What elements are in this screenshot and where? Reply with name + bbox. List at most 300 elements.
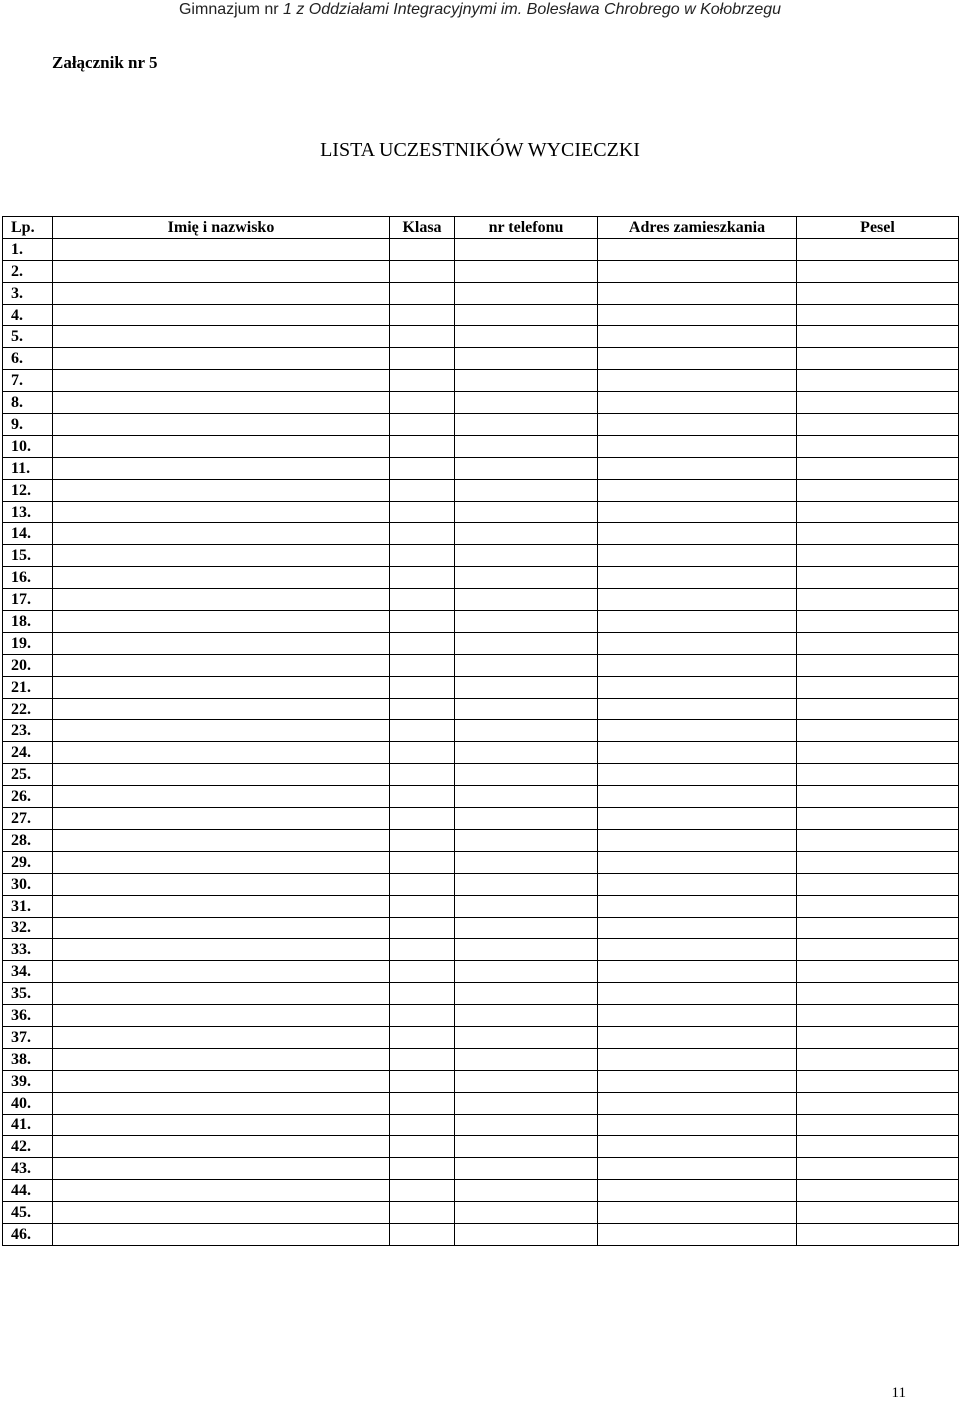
row-number: 17. (3, 589, 53, 611)
address-cell[interactable] (598, 873, 797, 895)
table-row (3, 829, 959, 851)
participants-table (2, 216, 959, 1246)
address-cell[interactable] (598, 983, 797, 1005)
address-cell[interactable] (598, 501, 797, 523)
class-cell[interactable] (390, 1158, 455, 1180)
pesel-cell[interactable] (797, 501, 959, 523)
name-cell[interactable] (53, 939, 390, 961)
name-cell[interactable] (53, 348, 390, 370)
phone-cell[interactable] (455, 1180, 598, 1202)
address-cell[interactable] (598, 414, 797, 436)
class-cell[interactable] (390, 370, 455, 392)
class-cell[interactable] (390, 873, 455, 895)
row-number: 39. (3, 1070, 53, 1092)
pesel-cell[interactable] (797, 611, 959, 633)
address-cell[interactable] (598, 260, 797, 282)
phone-cell[interactable] (455, 348, 598, 370)
pesel-cell[interactable] (797, 348, 959, 370)
address-cell[interactable] (598, 632, 797, 654)
pesel-cell[interactable] (797, 1202, 959, 1224)
class-cell[interactable] (390, 632, 455, 654)
address-cell[interactable] (598, 1180, 797, 1202)
phone-cell[interactable] (455, 392, 598, 414)
pesel-cell[interactable] (797, 851, 959, 873)
pesel-cell[interactable] (797, 720, 959, 742)
name-cell[interactable] (53, 829, 390, 851)
class-cell[interactable] (390, 742, 455, 764)
phone-cell[interactable] (455, 1114, 598, 1136)
name-cell[interactable] (53, 764, 390, 786)
name-cell[interactable] (53, 1223, 390, 1245)
name-cell[interactable] (53, 1092, 390, 1114)
pesel-cell[interactable] (797, 567, 959, 589)
name-cell[interactable] (53, 851, 390, 873)
phone-cell[interactable] (455, 1223, 598, 1245)
pesel-cell[interactable] (797, 1005, 959, 1027)
class-cell[interactable] (390, 1026, 455, 1048)
row-number: 33. (3, 939, 53, 961)
phone-cell[interactable] (455, 742, 598, 764)
phone-cell[interactable] (455, 1092, 598, 1114)
phone-cell[interactable] (455, 676, 598, 698)
table-row (3, 260, 959, 282)
pesel-cell[interactable] (797, 961, 959, 983)
address-cell[interactable] (598, 1048, 797, 1070)
address-cell[interactable] (598, 895, 797, 917)
pesel-cell[interactable] (797, 589, 959, 611)
class-cell[interactable] (390, 1223, 455, 1245)
phone-cell[interactable] (455, 895, 598, 917)
table-row (3, 1223, 959, 1245)
row-number: 30. (3, 873, 53, 895)
phone-cell[interactable] (455, 589, 598, 611)
phone-cell[interactable] (455, 326, 598, 348)
column-header-class: Klasa (390, 217, 455, 239)
table-row (3, 917, 959, 939)
pesel-cell[interactable] (797, 1114, 959, 1136)
pesel-cell[interactable] (797, 983, 959, 1005)
row-number: 42. (3, 1136, 53, 1158)
pesel-cell[interactable] (797, 392, 959, 414)
pesel-cell[interactable] (797, 1048, 959, 1070)
pesel-cell[interactable] (797, 873, 959, 895)
pesel-cell[interactable] (797, 414, 959, 436)
address-cell[interactable] (598, 698, 797, 720)
phone-cell[interactable] (455, 282, 598, 304)
pesel-cell[interactable] (797, 632, 959, 654)
row-number: 20. (3, 654, 53, 676)
address-cell[interactable] (598, 1005, 797, 1027)
row-number: 18. (3, 611, 53, 633)
table-row (3, 961, 959, 983)
class-cell[interactable] (390, 589, 455, 611)
row-number: 44. (3, 1180, 53, 1202)
address-cell[interactable] (598, 479, 797, 501)
phone-cell[interactable] (455, 1202, 598, 1224)
row-number: 23. (3, 720, 53, 742)
table-row (3, 1114, 959, 1136)
class-cell[interactable] (390, 282, 455, 304)
address-cell[interactable] (598, 348, 797, 370)
address-cell[interactable] (598, 961, 797, 983)
class-cell[interactable] (390, 676, 455, 698)
address-cell[interactable] (598, 829, 797, 851)
pesel-cell[interactable] (797, 1070, 959, 1092)
pesel-cell[interactable] (797, 238, 959, 260)
pesel-cell[interactable] (797, 326, 959, 348)
row-number: 32. (3, 917, 53, 939)
phone-cell[interactable] (455, 917, 598, 939)
table-row (3, 370, 959, 392)
table-row (3, 282, 959, 304)
name-cell[interactable] (53, 611, 390, 633)
row-number: 7. (3, 370, 53, 392)
pesel-cell[interactable] (797, 479, 959, 501)
table-row (3, 435, 959, 457)
address-cell[interactable] (598, 392, 797, 414)
pesel-cell[interactable] (797, 370, 959, 392)
phone-cell[interactable] (455, 435, 598, 457)
class-cell[interactable] (390, 523, 455, 545)
name-cell[interactable] (53, 1005, 390, 1027)
phone-cell[interactable] (455, 414, 598, 436)
phone-cell[interactable] (455, 829, 598, 851)
class-cell[interactable] (390, 698, 455, 720)
name-cell[interactable] (53, 435, 390, 457)
pesel-cell[interactable] (797, 1158, 959, 1180)
name-cell[interactable] (53, 304, 390, 326)
phone-cell[interactable] (455, 654, 598, 676)
phone-cell[interactable] (455, 567, 598, 589)
table-row (3, 851, 959, 873)
class-cell[interactable] (390, 808, 455, 830)
class-cell[interactable] (390, 414, 455, 436)
row-number: 41. (3, 1114, 53, 1136)
address-cell[interactable] (598, 1092, 797, 1114)
address-cell[interactable] (598, 742, 797, 764)
name-cell[interactable] (53, 808, 390, 830)
table-row (3, 1136, 959, 1158)
phone-cell[interactable] (455, 632, 598, 654)
class-cell[interactable] (390, 457, 455, 479)
row-number: 28. (3, 829, 53, 851)
address-cell[interactable] (598, 435, 797, 457)
pesel-cell[interactable] (797, 457, 959, 479)
name-cell[interactable] (53, 370, 390, 392)
address-cell[interactable] (598, 567, 797, 589)
class-cell[interactable] (390, 917, 455, 939)
pesel-cell[interactable] (797, 260, 959, 282)
phone-cell[interactable] (455, 764, 598, 786)
table-row (3, 304, 959, 326)
pesel-cell[interactable] (797, 654, 959, 676)
pesel-cell[interactable] (797, 742, 959, 764)
row-number: 24. (3, 742, 53, 764)
name-cell[interactable] (53, 567, 390, 589)
address-cell[interactable] (598, 282, 797, 304)
class-cell[interactable] (390, 939, 455, 961)
table-row (3, 1202, 959, 1224)
table-row (3, 1070, 959, 1092)
table-row (3, 654, 959, 676)
class-cell[interactable] (390, 1070, 455, 1092)
phone-cell[interactable] (455, 808, 598, 830)
phone-cell[interactable] (455, 1005, 598, 1027)
name-cell[interactable] (53, 983, 390, 1005)
class-cell[interactable] (390, 304, 455, 326)
phone-cell[interactable] (455, 698, 598, 720)
pesel-cell[interactable] (797, 895, 959, 917)
class-cell[interactable] (390, 392, 455, 414)
phone-cell[interactable] (455, 720, 598, 742)
class-cell[interactable] (390, 260, 455, 282)
class-cell[interactable] (390, 1092, 455, 1114)
table-row (3, 326, 959, 348)
row-number: 1. (3, 238, 53, 260)
page-number: 11 (891, 1385, 906, 1401)
address-cell[interactable] (598, 764, 797, 786)
phone-cell[interactable] (455, 961, 598, 983)
phone-cell[interactable] (455, 304, 598, 326)
name-cell[interactable] (53, 1158, 390, 1180)
name-cell[interactable] (53, 1114, 390, 1136)
class-cell[interactable] (390, 435, 455, 457)
phone-cell[interactable] (455, 983, 598, 1005)
class-cell[interactable] (390, 545, 455, 567)
class-cell[interactable] (390, 501, 455, 523)
class-cell[interactable] (390, 1114, 455, 1136)
pesel-cell[interactable] (797, 764, 959, 786)
name-cell[interactable] (53, 1136, 390, 1158)
class-cell[interactable] (390, 348, 455, 370)
table-row (3, 983, 959, 1005)
name-cell[interactable] (53, 873, 390, 895)
table-row (3, 479, 959, 501)
pesel-cell[interactable] (797, 1092, 959, 1114)
phone-cell[interactable] (455, 1136, 598, 1158)
name-cell[interactable] (53, 589, 390, 611)
address-cell[interactable] (598, 370, 797, 392)
table-row (3, 895, 959, 917)
class-cell[interactable] (390, 961, 455, 983)
pesel-cell[interactable] (797, 523, 959, 545)
address-cell[interactable] (598, 304, 797, 326)
address-cell[interactable] (598, 720, 797, 742)
class-cell[interactable] (390, 1180, 455, 1202)
name-cell[interactable] (53, 238, 390, 260)
class-cell[interactable] (390, 983, 455, 1005)
class-cell[interactable] (390, 1202, 455, 1224)
pesel-cell[interactable] (797, 282, 959, 304)
phone-cell[interactable] (455, 545, 598, 567)
address-cell[interactable] (598, 611, 797, 633)
name-cell[interactable] (53, 545, 390, 567)
name-cell[interactable] (53, 742, 390, 764)
phone-cell[interactable] (455, 260, 598, 282)
address-cell[interactable] (598, 1026, 797, 1048)
class-cell[interactable] (390, 567, 455, 589)
address-cell[interactable] (598, 851, 797, 873)
address-cell[interactable] (598, 808, 797, 830)
name-cell[interactable] (53, 260, 390, 282)
phone-cell[interactable] (455, 939, 598, 961)
row-number: 5. (3, 326, 53, 348)
class-cell[interactable] (390, 720, 455, 742)
class-cell[interactable] (390, 479, 455, 501)
table-row (3, 1048, 959, 1070)
annex-label: Załącznik nr 5 (52, 53, 158, 72)
class-cell[interactable] (390, 764, 455, 786)
phone-cell[interactable] (455, 1026, 598, 1048)
phone-cell[interactable] (455, 851, 598, 873)
table-row (3, 873, 959, 895)
phone-cell[interactable] (455, 238, 598, 260)
document-title: LISTA UCZESTNIKÓW WYCIECZKI (320, 139, 640, 161)
address-cell[interactable] (598, 654, 797, 676)
address-cell[interactable] (598, 917, 797, 939)
name-cell[interactable] (53, 632, 390, 654)
name-cell[interactable] (53, 326, 390, 348)
address-cell[interactable] (598, 545, 797, 567)
class-cell[interactable] (390, 895, 455, 917)
phone-cell[interactable] (455, 501, 598, 523)
address-cell[interactable] (598, 457, 797, 479)
pesel-cell[interactable] (797, 676, 959, 698)
row-number: 15. (3, 545, 53, 567)
name-cell[interactable] (53, 786, 390, 808)
phone-cell[interactable] (455, 611, 598, 633)
table-row (3, 808, 959, 830)
phone-cell[interactable] (455, 873, 598, 895)
name-cell[interactable] (53, 1070, 390, 1092)
phone-cell[interactable] (455, 786, 598, 808)
class-cell[interactable] (390, 326, 455, 348)
class-cell[interactable] (390, 851, 455, 873)
address-cell[interactable] (598, 676, 797, 698)
row-number: 6. (3, 348, 53, 370)
phone-cell[interactable] (455, 523, 598, 545)
address-cell[interactable] (598, 238, 797, 260)
phone-cell[interactable] (455, 1048, 598, 1070)
table-row (3, 545, 959, 567)
row-number: 35. (3, 983, 53, 1005)
address-cell[interactable] (598, 523, 797, 545)
name-cell[interactable] (53, 1180, 390, 1202)
phone-cell[interactable] (455, 1070, 598, 1092)
name-cell[interactable] (53, 414, 390, 436)
pesel-cell[interactable] (797, 304, 959, 326)
name-cell[interactable] (53, 676, 390, 698)
class-cell[interactable] (390, 829, 455, 851)
name-cell[interactable] (53, 501, 390, 523)
address-cell[interactable] (598, 786, 797, 808)
table-row (3, 1158, 959, 1180)
row-number: 31. (3, 895, 53, 917)
class-cell[interactable] (390, 654, 455, 676)
phone-cell[interactable] (455, 479, 598, 501)
address-cell[interactable] (598, 589, 797, 611)
class-cell[interactable] (390, 1048, 455, 1070)
row-number: 11. (3, 457, 53, 479)
address-cell[interactable] (598, 1158, 797, 1180)
school-header (120, 0, 840, 20)
name-cell[interactable] (53, 1202, 390, 1224)
pesel-cell[interactable] (797, 808, 959, 830)
pesel-cell[interactable] (797, 1136, 959, 1158)
class-cell[interactable] (390, 1136, 455, 1158)
row-number: 13. (3, 501, 53, 523)
row-number: 37. (3, 1026, 53, 1048)
pesel-cell[interactable] (797, 939, 959, 961)
pesel-cell[interactable] (797, 1026, 959, 1048)
row-number: 16. (3, 567, 53, 589)
name-cell[interactable] (53, 698, 390, 720)
phone-cell[interactable] (455, 1158, 598, 1180)
name-cell[interactable] (53, 457, 390, 479)
name-cell[interactable] (53, 282, 390, 304)
pesel-cell[interactable] (797, 786, 959, 808)
pesel-cell[interactable] (797, 917, 959, 939)
name-cell[interactable] (53, 961, 390, 983)
table-row (3, 523, 959, 545)
address-cell[interactable] (598, 1136, 797, 1158)
table-row (3, 764, 959, 786)
name-cell[interactable] (53, 654, 390, 676)
name-cell[interactable] (53, 1026, 390, 1048)
row-number: 4. (3, 304, 53, 326)
name-cell[interactable] (53, 479, 390, 501)
name-cell[interactable] (53, 895, 390, 917)
phone-cell[interactable] (455, 457, 598, 479)
class-cell[interactable] (390, 786, 455, 808)
row-number: 40. (3, 1092, 53, 1114)
phone-cell[interactable] (455, 370, 598, 392)
table-row (3, 589, 959, 611)
name-cell[interactable] (53, 392, 390, 414)
address-cell[interactable] (598, 939, 797, 961)
pesel-cell[interactable] (797, 829, 959, 851)
class-cell[interactable] (390, 1005, 455, 1027)
row-number: 21. (3, 676, 53, 698)
row-number: 46. (3, 1223, 53, 1245)
class-cell[interactable] (390, 611, 455, 633)
row-number: 43. (3, 1158, 53, 1180)
row-number: 2. (3, 260, 53, 282)
address-cell[interactable] (598, 1223, 797, 1245)
pesel-cell[interactable] (797, 698, 959, 720)
class-cell[interactable] (390, 238, 455, 260)
name-cell[interactable] (53, 917, 390, 939)
row-number: 12. (3, 479, 53, 501)
table-row (3, 939, 959, 961)
name-cell[interactable] (53, 1048, 390, 1070)
address-cell[interactable] (598, 1114, 797, 1136)
pesel-cell[interactable] (797, 1180, 959, 1202)
row-number: 45. (3, 1202, 53, 1224)
pesel-cell[interactable] (797, 1223, 959, 1245)
address-cell[interactable] (598, 1202, 797, 1224)
name-cell[interactable] (53, 523, 390, 545)
table-row (3, 632, 959, 654)
address-cell[interactable] (598, 326, 797, 348)
pesel-cell[interactable] (797, 545, 959, 567)
address-cell[interactable] (598, 1070, 797, 1092)
name-cell[interactable] (53, 720, 390, 742)
row-number: 27. (3, 808, 53, 830)
row-number: 38. (3, 1048, 53, 1070)
pesel-cell[interactable] (797, 435, 959, 457)
row-number: 36. (3, 1005, 53, 1027)
